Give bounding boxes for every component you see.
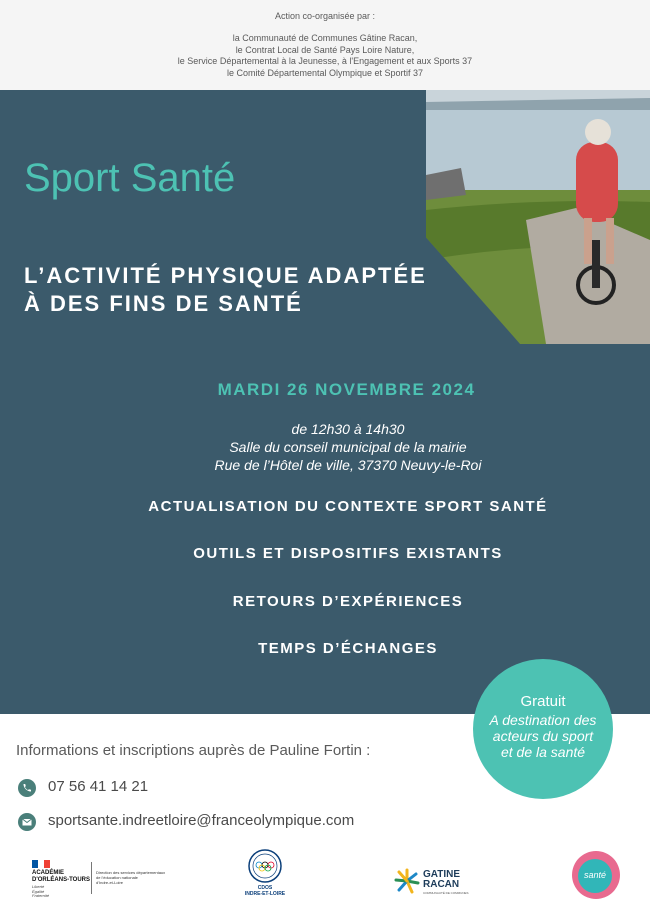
academie-motto-1: Liberté [32,884,45,889]
organizers-header [0,0,650,90]
topic-4: TEMPS D’ÉCHANGES [258,640,438,657]
badge-price: Gratuit [520,693,566,710]
academie-motto-2: Égalité [32,888,45,894]
subtitle-line-1: L’ACTIVITÉ PHYSIQUE ADAPTÉE [24,263,427,288]
gatine-line-2: RACAN [423,879,460,890]
badge-audience [479,712,607,760]
organizer-3: le Service Départemental à la Jeunesse, à l'Engagement et aux Sports 37 [177,56,473,66]
sante-logo [570,851,624,903]
academie-line-2: D'ORLÉANS-TOURS [32,877,90,883]
organizers-list [0,33,650,79]
topic-3: RETOURS D’EXPÉRIENCES [232,593,464,610]
logo-divider [91,862,92,894]
contact-info: Informations et inscriptions auprès de Pauline Fortin : [16,742,371,759]
academie-service-1: Direction des services départementaux [96,870,166,875]
cdos-emblem-icon [243,848,287,884]
partner-logos [0,840,650,919]
badge-audience-line-1: A destination des [489,712,597,728]
subtitle-line-2: À DES FINS DE SANTÉ [24,291,303,316]
phone-number[interactable]: 07 56 41 14 21 [48,778,149,795]
event-time: de 12h30 à 14h30 [291,421,405,437]
gatine-racan-logo [394,868,474,898]
academie-motto-3: Fraternité [32,893,50,898]
sante-label: santé [583,870,607,880]
flag-icon [32,860,50,868]
academie-service-3: d'Indre-et-Loire [96,880,123,885]
gatine-tag: COMMUNAUTÉ DE COMMUNES [423,891,469,895]
badge-audience-line-2: acteurs du sport [492,728,594,744]
event-address: Rue de l’Hôtel de ville, 37370 Neuvy-le-Roi [214,457,482,473]
academie-logo [32,860,172,900]
email-address[interactable]: sportsante.indreetloire@franceolympique.com [48,812,355,829]
cdos-logo [243,848,287,900]
co-organized-label: Action co-organisée par : [274,11,376,21]
academie-service-2: de l'éducation nationale [96,875,138,880]
event-subtitle [24,262,427,318]
organizer-2: le Contrat Local de Santé Pays Loire Nature, [235,44,415,55]
organizer-1: la Communauté de Communes Gâtine Racan, [232,33,418,43]
event-details [0,420,650,474]
academie-line-1: ACADÉMIE [32,870,65,876]
gatine-line-1: GATINE [423,869,461,880]
cdos-line-1: CDOS [257,885,273,891]
event-date: MARDI 26 NOVEMBRE 2024 [217,380,476,399]
cdos-line-2: INDRE-ET-LOIRE [244,891,286,897]
event-venue: Salle du conseil municipal de la mairie [229,439,467,455]
topic-2: OUTILS ET DISPOSITIFS EXISTANTS [193,545,503,562]
topic-1: ACTUALISATION DU CONTEXTE SPORT SANTÉ [148,498,548,515]
free-badge [473,659,613,799]
event-title: Sport Santé [24,156,236,200]
badge-audience-line-3: et de la santé [500,744,586,760]
organizer-4: le Comité Départemental Olympique et Sportif 37 [226,67,424,78]
phone-icon [18,779,36,801]
mail-icon [18,813,36,835]
gatine-sun-icon [394,868,420,894]
